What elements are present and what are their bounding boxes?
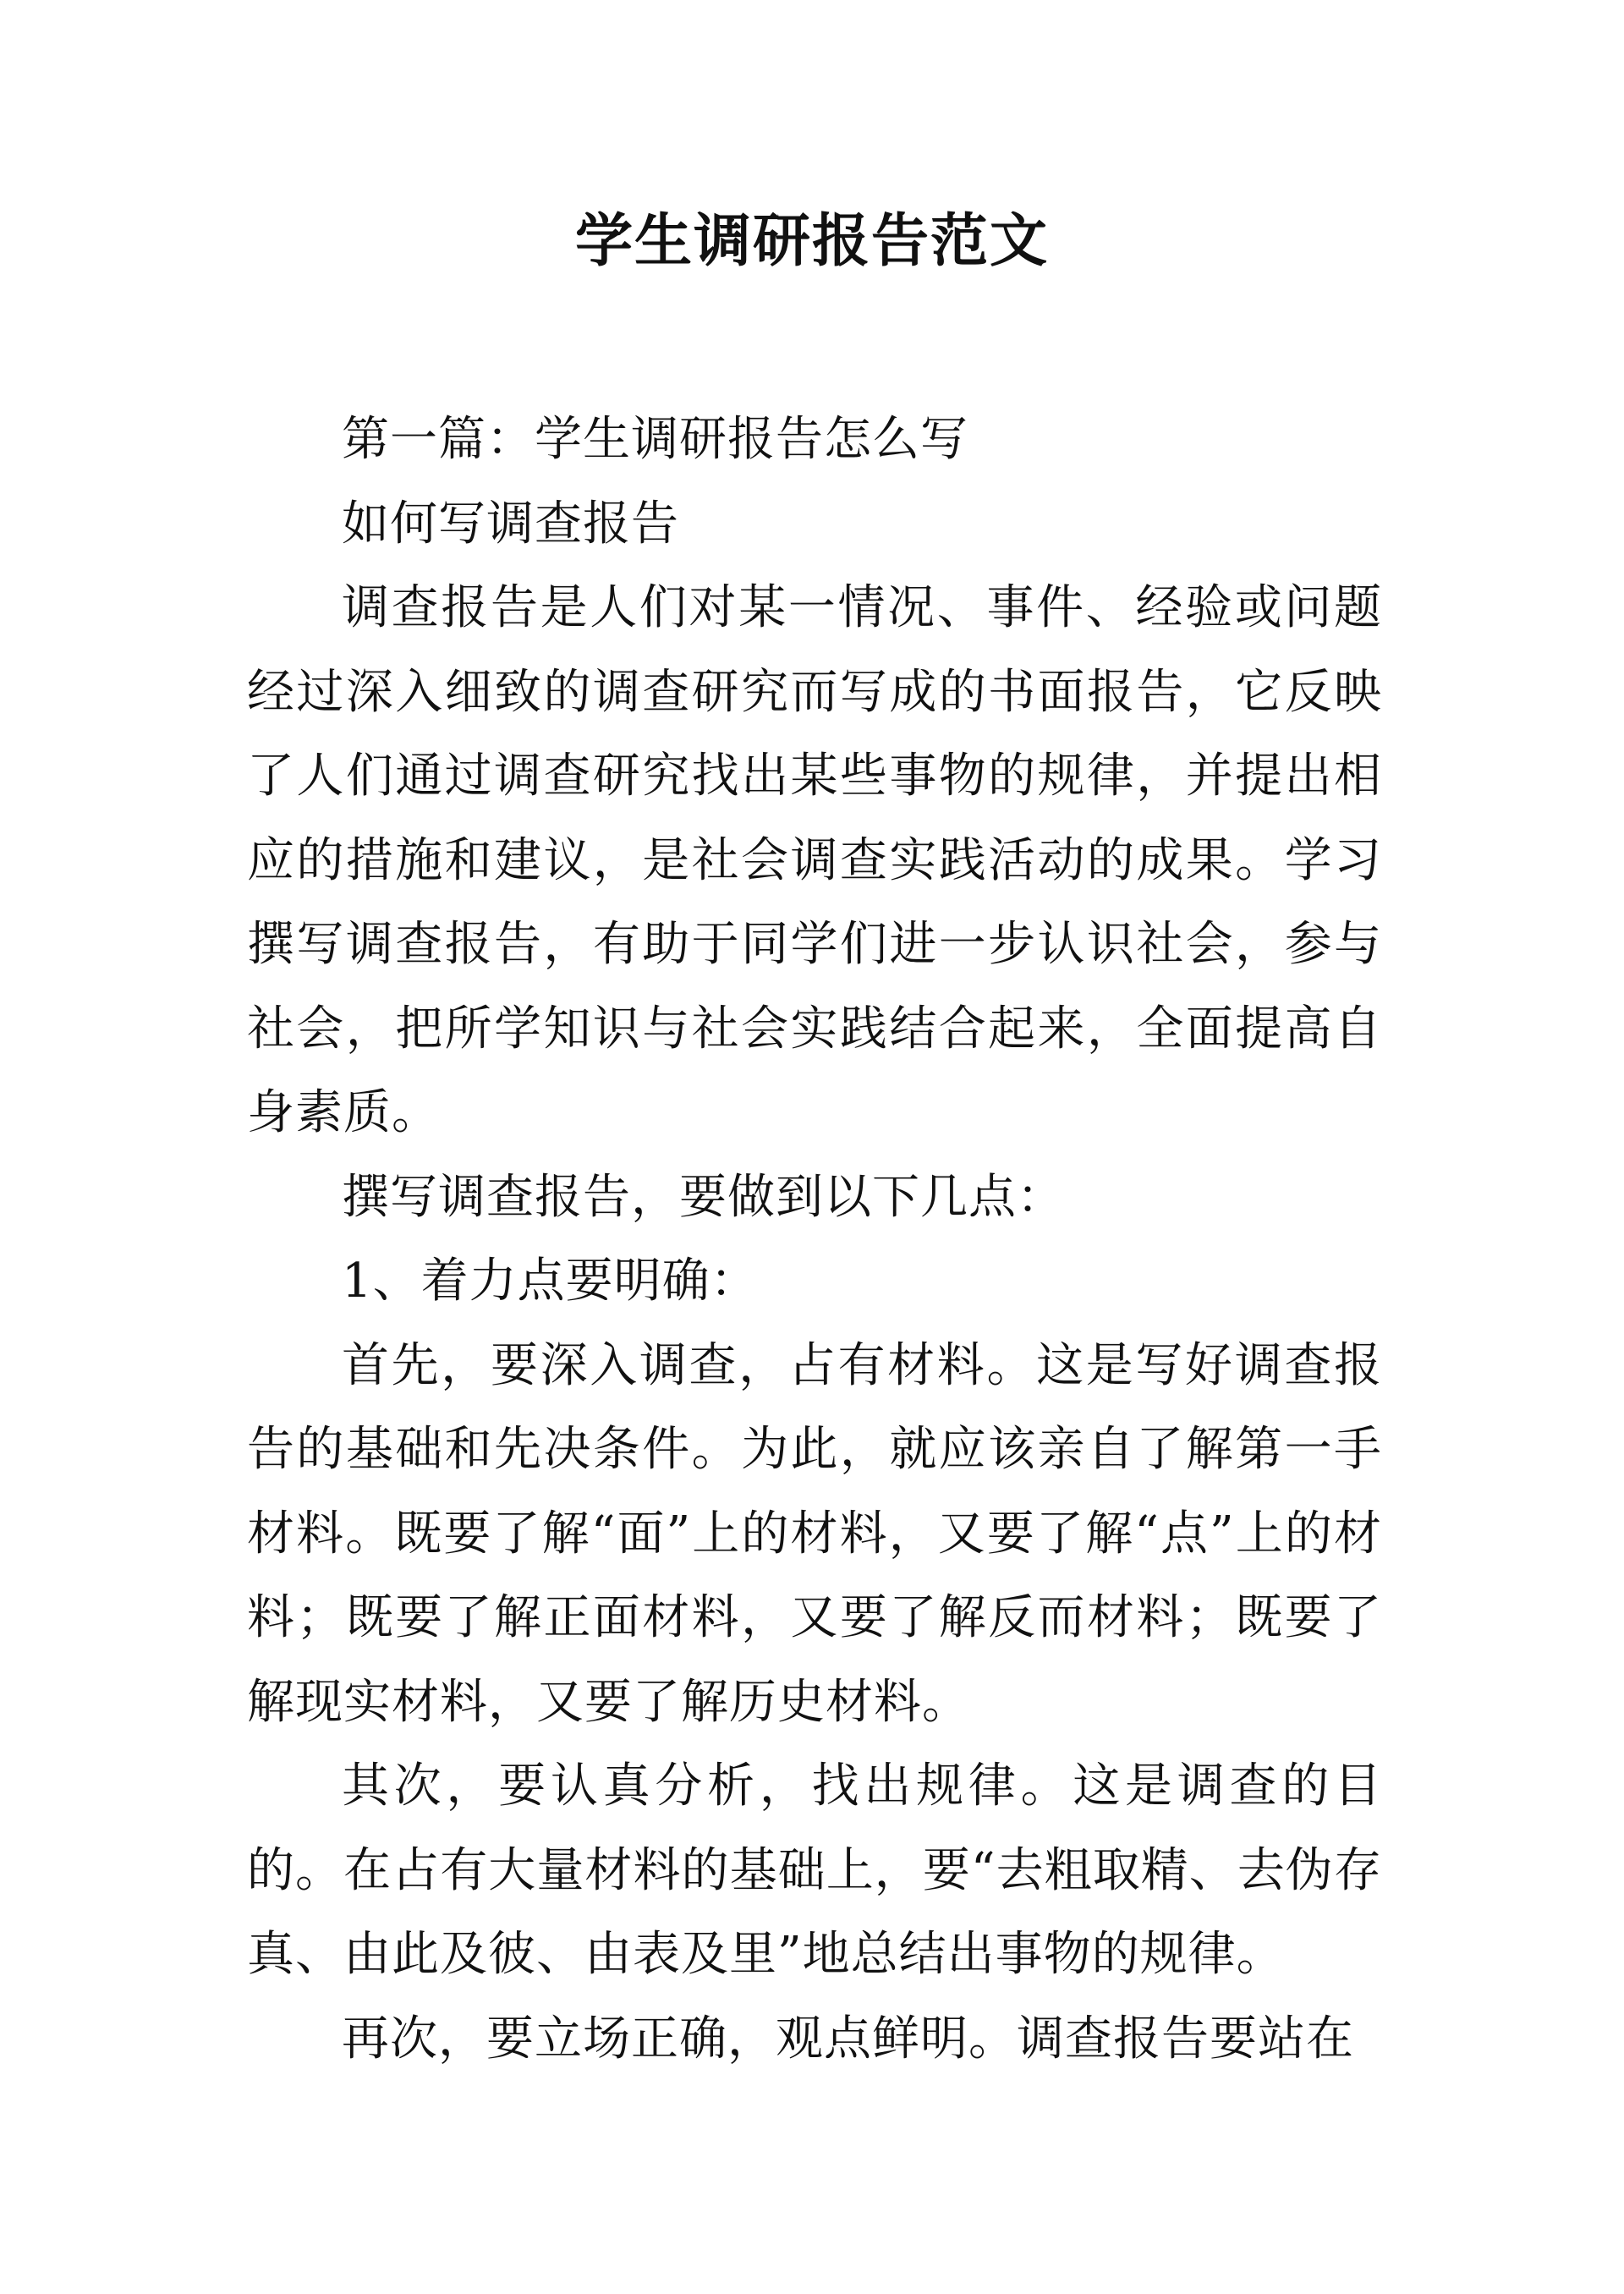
document-title: 学生调研报告范文 [574, 207, 1049, 275]
paragraph-points-intro: 撰写调查报告，要做到以下几点： [342, 1169, 1065, 1225]
document-body [247, 398, 1382, 2081]
list-item-1: 1、着力点要明确： [342, 1254, 759, 1309]
paragraph-first: 首先，要深入调查，占有材料。这是写好调查报告的基础和先决条件。为此，就应该亲自了解第一手材料。既要了解“面”上的材料，又要了解“点”上的材料；既要了解正面材料，又要了解反而材料；既要了解现实材料，又要了解历史材料。 [247, 1337, 1382, 1730]
section-heading: 第一篇：学生调研报告怎么写 [342, 412, 968, 467]
paragraph-third: 再次，要立场正确，观点鲜明。调查报告要站在 [342, 2011, 1354, 2066]
paragraph-intro: 调查报告是人们对某一情况、事件、经验或问题经过深入细致的调查研究而写成的书面报告，它反映了人们通过调查研究找出某些事物的规律，并提出相应的措施和建议，是社会调查实践活动的成果。学习撰写调查报告，有助于同学们进一步认识社会，参与社会，把所学知识与社会实践结合起来，全面提高自身素质。 [247, 580, 1382, 1140]
subheading: 如何写调查报告 [342, 496, 679, 552]
paragraph-second: 其次，要认真分析，找出规律。这是调查的目的。在占有大量材料的基础上，要“去粗取精、去伪存真、由此及彼、由表及里”地总结出事物的规律。 [247, 1759, 1382, 1982]
